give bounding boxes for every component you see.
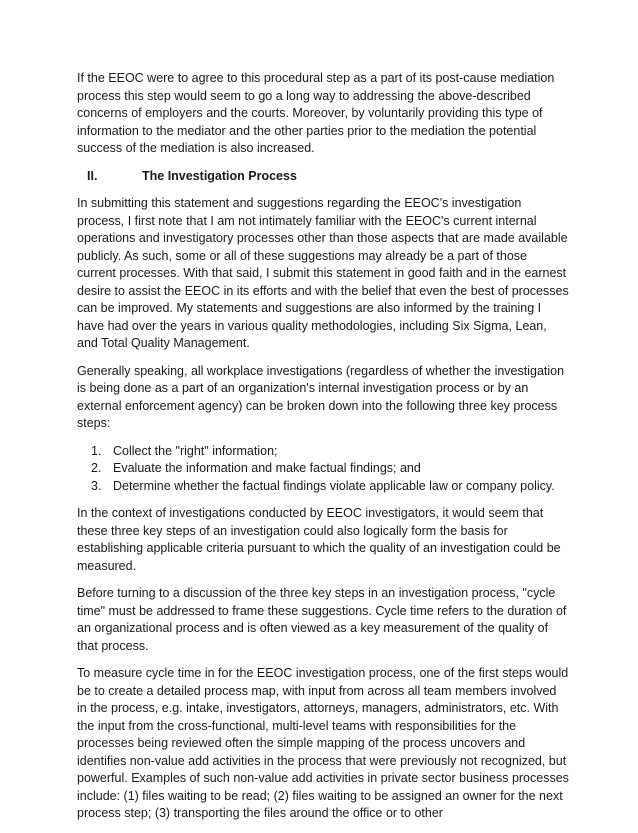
section-title: The Investigation Process xyxy=(142,168,297,183)
process-steps-list xyxy=(77,443,569,496)
paragraph-cycle-time: Before turning to a discussion of the three key steps in an investigation process, "cycle time" must be addressed to frame these suggestions. Cycle time refers to the duration of an organizational process and is often viewed as a key measurement of the quality of that process. xyxy=(77,586,567,653)
list-item-number: 3. xyxy=(91,478,102,493)
paragraph-submitting-statement: In submitting this statement and suggestions regarding the EEOC's investigation process, I first note that I am not intimately familiar with the EEOC's current internal operations and investigatory processes other than those aspects that are made available publicly. As such, some or all of these suggestions may already be a part of those current processes. With that said, I submit this statement in good faith and in the earnest desire to assist the EEOC in its efforts and with the belief that even the best of processes can be improved. My statements and suggestions are also informed by the training I have had over the years in various quality methodologies, including Six Sigma, Lean, and Total Quality Management. xyxy=(77,196,569,350)
list-item-number: 1. xyxy=(91,443,102,458)
paragraph-mediation: If the EEOC were to agree to this procedural step as a part of its post-cause mediation process this step would seem to go a long way to addressing the above-described concerns of employers and the courts. Moreover, by voluntarily providing this type of information to the mediator and the other parties prior to the mediation the potential success of the mediation is also increased. xyxy=(77,71,555,155)
paragraph-process-map: To measure cycle time in for the EEOC investigation process, one of the first steps would be to create a detailed process map, with input from across all team members involved in the process, e.g. intake, investigators, attorneys, managers, administrators, etc. With the input from the cross-functional, multi-level teams with responsibilities for the processes being reviewed often the simple mapping of the process uncovers and identifies non-value add activities in the process that were previously not recognized, but powerful. Examples of such non-value add activities in private sector business processes include: (1) files waiting to be read; (2) files waiting to be assigned an owner for the next process step; (3) transporting the files around the office or to other xyxy=(77,666,569,820)
paragraph-eeoc-context: In the context of investigations conducted by EEOC investigators, it would seem that these three key steps of an investigation could also logically form the basis for establishing applicable criteria pursuant to which the quality of an investigation could be measured. xyxy=(77,506,561,573)
list-item-text: Evaluate the information and make factual findings; and xyxy=(113,461,421,475)
document-body xyxy=(77,70,569,833)
list-item-text: Collect the "right" information; xyxy=(113,443,278,458)
list-item-number: 2. xyxy=(91,461,102,475)
section-heading xyxy=(77,168,569,186)
list-item xyxy=(77,478,569,496)
list-item xyxy=(77,460,569,478)
list-item xyxy=(77,443,569,461)
list-item-text: Determine whether the factual findings violate applicable law or company policy. xyxy=(113,478,555,493)
section-number: II. xyxy=(87,168,98,183)
paragraph-workplace-investigations: Generally speaking, all workplace investigations (regardless of whether the investigation is being done as a part of an organization's internal investigation process or by an external enforcement agency) can be broken down into the following three key process steps: xyxy=(77,363,565,430)
